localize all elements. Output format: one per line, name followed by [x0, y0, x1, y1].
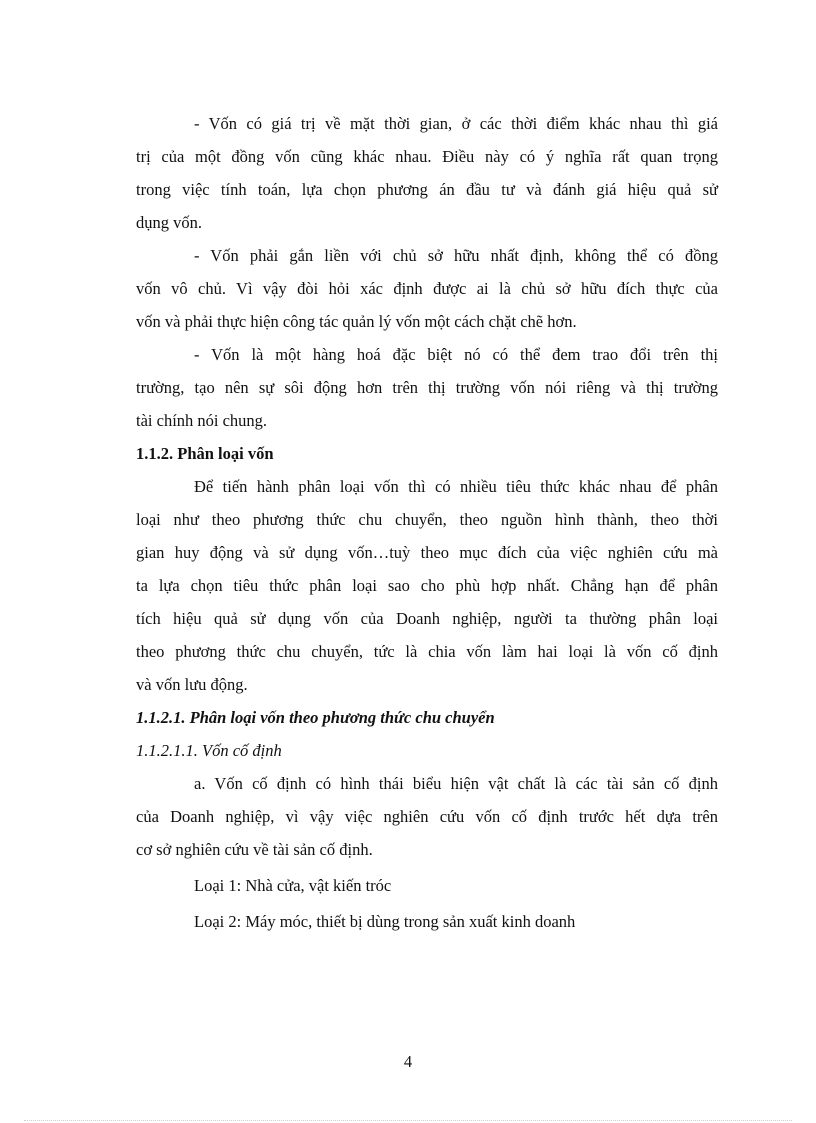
section-heading-1-1-2-1-1: 1.1.2.1.1. Vốn cố định [136, 741, 282, 760]
text-line: của Doanh nghiệp, vì vậy việc nghiên cứu vốn cố định trước hết dựa trên [136, 807, 718, 826]
paragraph-capital-commodity [136, 338, 718, 437]
text-line: trường, tạo nên sự sôi động hơn trên thị trường vốn nói riêng và thị trường [136, 378, 718, 397]
text-line: và vốn lưu động. [136, 675, 248, 694]
section-heading-1-1-2-1: 1.1.2.1. Phân loại vốn theo phương thức chu chuyển [136, 708, 495, 727]
text-line: loại như theo phương thức chu chuyển, theo nguồn hình thành, theo thời [136, 510, 718, 529]
paragraph-capital-time-value [136, 107, 718, 239]
text-line: tài chính nói chung. [136, 411, 268, 430]
text-line: ta lựa chọn tiêu thức phân loại sao cho phù hợp nhất. Chẳng hạn để phân [136, 576, 718, 595]
text-line: trong việc tính toán, lựa chọn phương án đầu tư và đánh giá hiệu quả sử [136, 180, 718, 199]
page-number: 4 [403, 1052, 413, 1071]
text-line: theo phương thức chu chuyển, tức là chia vốn làm hai loại là vốn cố định [136, 642, 718, 661]
page-content [136, 107, 718, 938]
paragraph-fixed-capital [136, 767, 718, 866]
text-line: vốn vô chủ. Vì vậy đòi hỏi xác định được ai là chủ sở hữu đích thực của [136, 279, 718, 298]
text-line: cơ sở nghiên cứu về tài sản cố định. [136, 840, 373, 859]
text-line: gian huy động và sử dụng vốn…tuỳ theo mục đích của việc nghiên cứu mà [136, 543, 718, 562]
text-line: Để tiến hành phân loại vốn thì có nhiều tiêu thức khác nhau để phân [194, 477, 718, 496]
text-line: tích hiệu quả sử dụng vốn của Doanh nghiệp, người ta thường phân loại [136, 609, 718, 628]
paragraph-capital-ownership [136, 239, 718, 338]
text-line: vốn và phải thực hiện công tác quản lý vốn một cách chặt chẽ hơn. [136, 312, 577, 331]
list-item-type-1: Loại 1: Nhà cửa, vật kiến tróc [194, 876, 392, 895]
page-bottom-divider [24, 1120, 792, 1121]
paragraph-classification-intro [136, 470, 718, 701]
list-item-type-2: Loại 2: Máy móc, thiết bị dùng trong sản xuất kinh doanh [194, 912, 576, 931]
text-line: - Vốn có giá trị về mặt thời gian, ở các thời điểm khác nhau thì giá [194, 114, 718, 133]
text-line: - Vốn phải gắn liền với chủ sở hữu nhất định, không thể có đồng [194, 246, 718, 265]
text-line: - Vốn là một hàng hoá đặc biệt nó có thể đem trao đổi trên thị [194, 345, 718, 364]
section-heading-1-1-2: 1.1.2. Phân loại vốn [136, 444, 274, 463]
text-line: a. Vốn cố định có hình thái biểu hiện vật chất là các tài sản cố định [194, 774, 718, 793]
text-line: trị của một đồng vốn cũng khác nhau. Điều này có ý nghĩa rất quan trọng [136, 147, 718, 166]
text-line: dụng vốn. [136, 213, 202, 232]
